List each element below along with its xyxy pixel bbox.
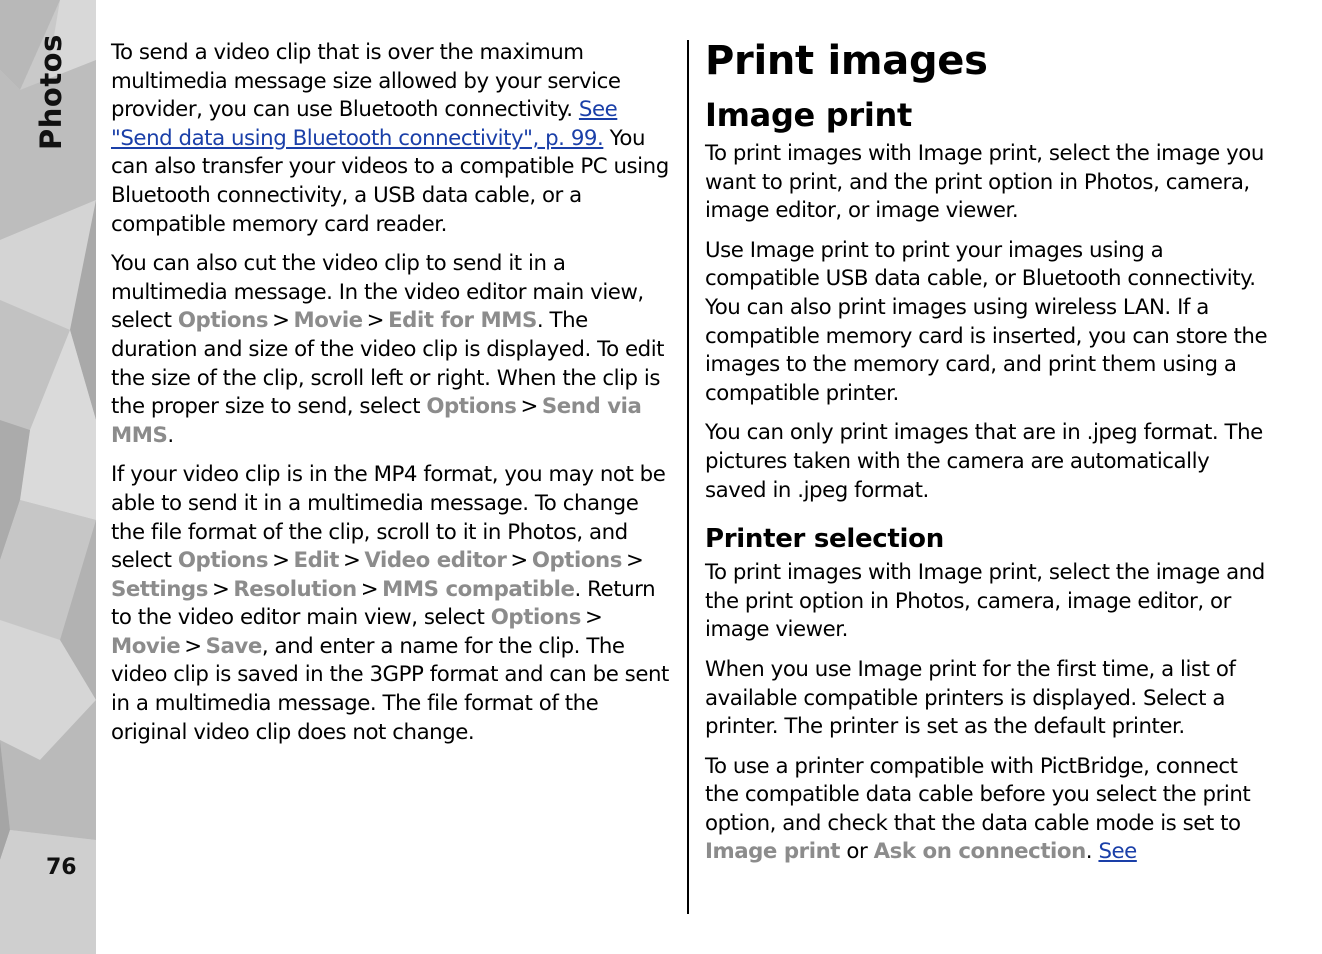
- paragraph-text: , and enter a name for the clip. The video clip is saved in the 3GPP format and can be sent in a multimedia message. The file format of the original video clip does not change.: [111, 633, 669, 745]
- paragraph-printer-first-time: When you use Image print for the first time, a list of available compatible printers is displayed. Select a printer. The printer is set as the default printer.: [705, 656, 1236, 740]
- paragraph-send-bluetooth: [111, 39, 675, 239]
- paragraph-text: You can also cut the video clip to send it in a multimedia message. In the video editor main view, select: [111, 251, 644, 334]
- menu-options: Options: [177, 308, 269, 334]
- menu-movie: Movie: [293, 308, 363, 334]
- section-title: Photos: [34, 34, 68, 150]
- left-column: [111, 39, 675, 758]
- menu-separator: >: [520, 394, 538, 420]
- menu-edit-for-mms: Edit for MMS: [388, 308, 537, 334]
- menu-separator: >: [272, 308, 290, 334]
- column-divider: [687, 40, 689, 914]
- see-bluetooth-link[interactable]: See "Send data using Bluetooth connectivity", p. 99.: [111, 97, 618, 151]
- menu-save: Save: [205, 633, 262, 659]
- right-column: [705, 38, 1271, 878]
- menu-mms-compatible: MMS compatible: [382, 576, 575, 602]
- paragraph-jpeg-format: You can only print images that are in .jpeg format. The pictures taken with the camera are automatically saved in .jpeg format.: [705, 420, 1263, 503]
- paragraph-image-print-connectivity: Use Image print to print your images using a compatible USB data cable, or Bluetooth connectivity. You can also print images using wireless LAN. If a compatible memory card is inserted, you can store the images to the memory card, and print them using a compatible printer.: [705, 237, 1268, 406]
- paragraph-pictbridge: [705, 753, 1271, 867]
- paragraph-printer-select-image: To print images with Image print, select the image and the print option in Photos, camera, image editor, or image viewer.: [705, 560, 1265, 643]
- menu-separator: >: [342, 548, 361, 574]
- section-heading-printer-selection: Printer selection: [705, 524, 944, 555]
- paragraph-text: .: [1085, 839, 1093, 865]
- paragraph-text: .: [167, 422, 174, 448]
- menu-movie: Movie: [111, 633, 181, 659]
- menu-separator: >: [625, 548, 644, 574]
- menu-separator: >: [366, 308, 385, 334]
- menu-separator: >: [510, 548, 528, 574]
- page-title: Print images: [705, 38, 988, 84]
- paragraph-text: To send a video clip that is over the maximum multimedia message size allowed by your service provider, you can use Bluetooth connectivity.: [111, 40, 621, 123]
- menu-ask-on-connection: Ask on connection: [873, 839, 1086, 865]
- paragraph-mp4-format: [111, 461, 675, 747]
- paragraph-image-print-intro: To print images with Image print, select the image you want to print, and the print option in Photos, camera, image editor, or image viewer.: [705, 141, 1264, 224]
- page-number: 76: [46, 855, 77, 880]
- paragraph-text: . The duration and size of the video clip is displayed. To edit the size of the clip, scroll left or right. When the clip is the proper size to send, select: [111, 308, 665, 420]
- paragraph-text: or: [846, 839, 868, 865]
- paragraph-text: You can also transfer your videos to a compatible PC using Bluetooth connectivity, a USB data cable, or a compatible memory card reader.: [111, 125, 669, 237]
- menu-resolution: Resolution: [233, 576, 357, 602]
- menu-separator: >: [584, 605, 603, 631]
- menu-options: Options: [490, 605, 581, 631]
- menu-settings: Settings: [111, 576, 208, 602]
- menu-options: Options: [177, 548, 269, 574]
- paragraph-text: To use a printer compatible with PictBridge, connect the compatible data cable before you select the print option, and check that the data cable mode is set to: [705, 753, 1251, 836]
- menu-separator: >: [272, 548, 290, 574]
- menu-separator: >: [360, 576, 379, 602]
- menu-options: Options: [531, 548, 622, 574]
- see-link[interactable]: See: [1098, 839, 1137, 865]
- menu-separator: >: [211, 576, 230, 602]
- menu-options: Options: [426, 394, 517, 420]
- menu-edit: Edit: [293, 548, 339, 574]
- sidebar: [0, 0, 96, 954]
- section-heading-image-print: Image print: [705, 96, 913, 134]
- paragraph-cut-video: [111, 250, 675, 450]
- menu-video-editor: Video editor: [364, 548, 507, 574]
- menu-separator: >: [184, 633, 202, 659]
- paragraph-text: If your video clip is in the MP4 format, you may not be able to send it in a multimedia message. To change the file format of the clip, scroll to it in Photos, and select: [111, 462, 666, 574]
- paragraph-text: . Return to the video editor main view, select: [111, 576, 656, 631]
- menu-image-print: Image print: [705, 839, 841, 865]
- menu-send-via-mms: Send via MMS: [111, 394, 642, 448]
